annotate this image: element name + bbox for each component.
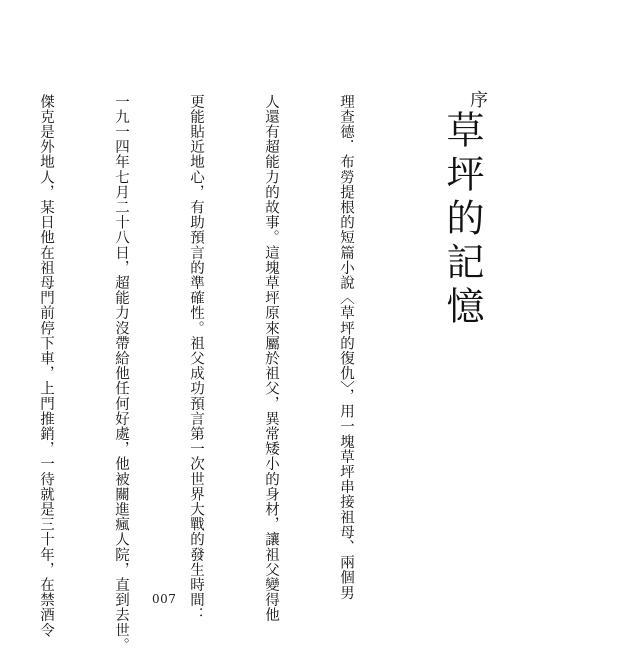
body-line: 人還有超能力的故事。這塊草坪原來屬於祖父，異常矮小的身材，讓祖父變得他 xyxy=(263,94,279,623)
body-line: 一九一四年七月二十八日，超能力沒帶給他任何好處，他被關進瘋人院，直到去世。 xyxy=(113,94,129,653)
preface-label: 序 xyxy=(467,90,488,110)
chapter-heading xyxy=(435,90,490,330)
body-line: 更能貼近地心，有助預言的準確性。祖父成功預言第一次世界大戰的發生時間： xyxy=(188,94,204,623)
body-line: 理查德．布勞提根的短篇小說〈草坪的復仇〉，用一塊草坪串接祖母、兩個男 xyxy=(338,94,354,601)
chapter-title: 草坪的記憶 xyxy=(440,110,484,330)
page-number: 007 xyxy=(152,592,177,606)
body-line: 傑克是外地人，某日他在祖母門前停下車，上門推銷，一待就是三十年，在禁酒令 xyxy=(38,94,54,638)
